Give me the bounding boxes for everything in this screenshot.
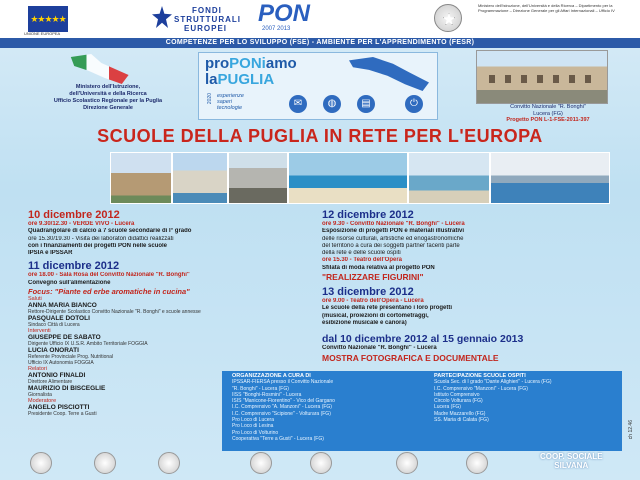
ministry-line-2: dell'Università e della Ricerca xyxy=(69,91,147,97)
speaker-role: Referente Provinciale Prog. Nutritional xyxy=(28,354,114,361)
event-line: della rete e delle scuole ospiti xyxy=(322,250,401,257)
pon-logo xyxy=(258,2,322,36)
coop-line-2: SILVANA xyxy=(554,461,589,470)
participant-item: Istituto Comprensivo xyxy=(434,391,480,398)
proponiamo-title xyxy=(205,56,297,71)
school-logo-icon xyxy=(158,452,180,474)
eu-flag-caption: UNIONE EUROPEA xyxy=(24,31,61,36)
organizer-item: Cooperativa "Terre a Gusti" - Lucera (FG) xyxy=(232,435,324,442)
project-code: Progetto PON L-1-FSE-2011-397 xyxy=(506,117,590,123)
participant-item: Madre Mazzarello (FG) xyxy=(434,410,486,417)
speaker-name: ANGELO PISCIOTTI xyxy=(28,404,90,412)
event-line: ore 15.30/19.30 - Visita dei laboratori didattici realizzati xyxy=(28,235,174,242)
realizzare-figurini: "REALIZZARE FIGURINI" xyxy=(322,272,424,283)
event-line: Esposizione di progetti PON e materiali illustrativi xyxy=(322,228,465,235)
event-line: ore 15.30 - Teatro dell'Opera xyxy=(322,257,403,264)
event-line: (musical, proiezioni di cortometraggi, xyxy=(322,312,429,319)
focus-title: Focus: "Piante ed erbe aromatiche in cucina" xyxy=(28,287,190,297)
speaker-name: LUCIA ONORATI xyxy=(28,347,79,355)
sub-1: esperienze xyxy=(217,93,244,99)
speaker-role: Ufficio IX Autonomia FOGGIA xyxy=(28,360,94,367)
organizer-item: IPSSAR-FIERSA presso il Convitto Nazionale xyxy=(232,379,334,386)
photo-castle xyxy=(110,152,172,204)
coop-silvana-logo xyxy=(540,452,603,470)
event-line: delle risorse culturali, artistiche ed enogastronomiche xyxy=(322,235,464,242)
right-program-column xyxy=(322,208,622,363)
speaker-role: Direttore Alimentare xyxy=(28,379,73,386)
ministry-line-3: Ufficio Scolastico Regionale per la Puglia xyxy=(53,98,163,104)
ministry-line-1: Ministero dell'Istruzione, xyxy=(75,84,141,90)
fondi-strutturali-logo xyxy=(152,4,248,34)
organizers-title: ORGANIZZAZIONE A CURA DI xyxy=(232,373,311,379)
date-12-dec: 12 dicembre 2012 xyxy=(322,209,414,221)
poster-title: SCUOLE DELLA PUGLIA IN RETE PER L'EUROPA xyxy=(97,126,543,146)
organizers-left xyxy=(232,373,422,442)
organizer-item: Pro Loco di Lucera xyxy=(232,417,274,424)
eu-flag-icon: ★★★★★ xyxy=(28,6,68,32)
convitto-building-photo xyxy=(476,50,608,104)
la-text: la xyxy=(205,71,218,88)
convitto-caption-1: Convitto Nazionale "R. Bonghi" xyxy=(510,104,586,110)
exhibition-date-range: dal 10 dicembre 2012 al 15 gennaio 2013 xyxy=(322,333,524,346)
speaker-name: GIUSEPPE DE SABATO xyxy=(28,334,101,342)
globe-icon: ◍ xyxy=(323,95,341,113)
star-icon xyxy=(152,6,172,28)
speaker-role: Dirigente Ufficio IX U.S.R. Ambito Territoriale FOGGIA xyxy=(28,341,148,348)
speaker-role: Giornalista xyxy=(28,392,52,399)
italian-republic-emblem-icon xyxy=(434,4,462,32)
participant-item: Scuola Sec. di I grado "Dante Alighieri" - Lucera (FG) xyxy=(434,379,552,386)
participant-item: SS. Maria di Calata (FG) xyxy=(434,417,489,424)
organizer-item: I.C. Comprensivo "Scipione" - Volturara (FG) xyxy=(232,410,331,417)
organizer-item: Pro Loco di Volturino xyxy=(232,429,279,436)
date-10-dec: 10 dicembre 2012 xyxy=(28,209,120,221)
date-13-dec: 13 dicembre 2012 xyxy=(322,286,414,299)
photo-ruins xyxy=(228,152,288,204)
power-icon: ⏻ xyxy=(405,95,423,113)
fondi-line-1: FONDI xyxy=(192,6,222,15)
amo-text: amo xyxy=(265,55,297,72)
convitto-caption xyxy=(478,104,618,118)
proponiamo-year: 2020 xyxy=(207,93,213,105)
participants-title: PARTECIPAZIONE SCUOLE OSPITI xyxy=(434,373,526,379)
speaker-role: Rettore-Dirigente Scolastico Convitto Nazionale "R. Bonghi" e scuole annesse xyxy=(28,309,201,316)
event-line: del territorio a cura dei soggetti partner facenti parte xyxy=(322,242,460,249)
event-line: Le scuole della rete presentano i loro progetti xyxy=(322,305,453,312)
proponiamo-la-puglia-banner xyxy=(198,52,438,120)
la-puglia-title xyxy=(205,72,274,87)
sub-3: tecnologie xyxy=(217,105,243,111)
event-line: IPSIA e IPSSAR xyxy=(28,250,73,257)
pon-logo-text: PON xyxy=(258,0,311,27)
event-line: ore 9.30 - Convitto Nazionale "R. Bonghi" - Lucera xyxy=(322,221,465,227)
event-line: esibizione musicale e canora) xyxy=(322,319,407,326)
lucera-crest-icon xyxy=(30,452,52,474)
italy-map-flag-icon xyxy=(64,54,132,84)
photo-beach xyxy=(288,152,408,204)
photo-coast xyxy=(408,152,490,204)
participant-item: I.C. Comprensivo "Manzoni" - Lucera (FG) xyxy=(434,385,528,392)
speaker-name: MAURIZIO DI BISCEGLIE xyxy=(28,385,106,393)
organizers-box xyxy=(222,371,622,451)
fondi-line-3: EUROPEI xyxy=(184,24,228,33)
speaker-role: Presidente Coop. Terre a Gusti xyxy=(28,411,97,418)
exhibition-title: MOSTRA FOTOGRAFICA E DOCUMENTALE xyxy=(322,352,499,363)
sub-2: saperi xyxy=(217,99,232,105)
section-label: Relatori xyxy=(28,366,47,373)
organizer-item: I.C. Comprensivo "A. Manzoni" - Lucera (FG) xyxy=(232,404,332,411)
puglia-map-icon xyxy=(349,57,429,91)
coop-line-1: COOP. SOCIALE xyxy=(540,452,603,461)
mail-icon: ✉ xyxy=(289,95,307,113)
speaker-role: Sindaco Città di Lucera xyxy=(28,322,80,329)
competence-band: COMPETENZE PER LO SVILUPPO (FSE) - AMBIENTE PER L'APPRENDIMENTO (FESR) xyxy=(0,38,640,48)
ministry-line-4: Direzione Generale xyxy=(83,105,133,111)
photo-monument xyxy=(172,152,228,204)
convitto-caption-2: Lucera (FG) xyxy=(533,111,563,117)
speaker-name: PASQUALE DOTOLI xyxy=(28,315,90,323)
organizers-right xyxy=(434,373,620,423)
book-icon: ▤ xyxy=(357,95,375,113)
top-logo-bar xyxy=(0,0,640,38)
event-line: Sfilata di moda relativa al progetto PON xyxy=(322,264,435,271)
ministry-header-text: Ministero dell'Istruzione, dell'Università e della Ricerca – Dipartimento per la Programmazione – Direzione Generale per gli Affari Internazionali – Ufficio IV xyxy=(478,3,615,13)
event-line: ore 9.00 - Teatro dell'Opera - Lucera xyxy=(322,298,424,305)
school-logo-icon xyxy=(466,452,488,474)
school-logo-icon xyxy=(396,452,418,474)
pon-years: 2007 2013 xyxy=(262,26,291,32)
participant-item: Lucera (FG) xyxy=(434,404,461,411)
side-code: ch 12.46 xyxy=(628,420,634,440)
poni-text: PONi xyxy=(229,55,266,72)
event-line: ore 9.30/12.30 - VERDE VIVO - Lucera xyxy=(28,221,135,227)
photo-seafront xyxy=(490,152,610,204)
event-line: ore 18.00 - Sala Rosa del Convitto Nazionale "R. Bonghi" xyxy=(28,272,190,279)
section-label: Saluti xyxy=(28,296,42,303)
school-logo-icon xyxy=(310,452,332,474)
proponiamo-subtitle xyxy=(217,93,244,111)
section-label: Moderatore xyxy=(28,398,57,405)
organizer-item: Pro Loco di Lesina xyxy=(232,423,274,430)
organizer-item: IISS "Bonghi-Rosmini" - Lucera xyxy=(232,391,302,398)
pro-text: pro xyxy=(205,55,230,72)
speaker-name: ANTONIO FINALDI xyxy=(28,372,86,380)
ministry-block xyxy=(28,84,188,112)
organizer-item: "R. Bonghi" - Lucera (FG) xyxy=(232,385,289,392)
school-logo-icon xyxy=(250,452,272,474)
organizer-item: ISIS "Manicone-Fiorentino" - Vico del Gargano xyxy=(232,398,335,405)
event-line: con i finanziamenti dei progetti PON nelle scuole xyxy=(28,242,168,249)
exhibition-place: Convitto Nazionale "R. Bonghi" - Lucera xyxy=(322,345,437,352)
participant-item: Circolo Volturara (FG) xyxy=(434,398,483,405)
section-label: Interventi xyxy=(28,328,51,335)
date-11-dec: 11 dicembre 2012 xyxy=(28,260,120,273)
puglia-text: PUGLIA xyxy=(217,71,275,88)
pro-loco-logo-icon xyxy=(94,452,116,474)
speaker-name: ANNA MARIA BIANCO xyxy=(28,302,97,310)
event-line: Convegno sull'alimentazione xyxy=(28,279,111,286)
event-line: Quadrangolare di calcio a 7 scuole secondarie di I° grado xyxy=(28,228,192,235)
fondi-line-2: STRUTTURALI xyxy=(174,15,241,24)
